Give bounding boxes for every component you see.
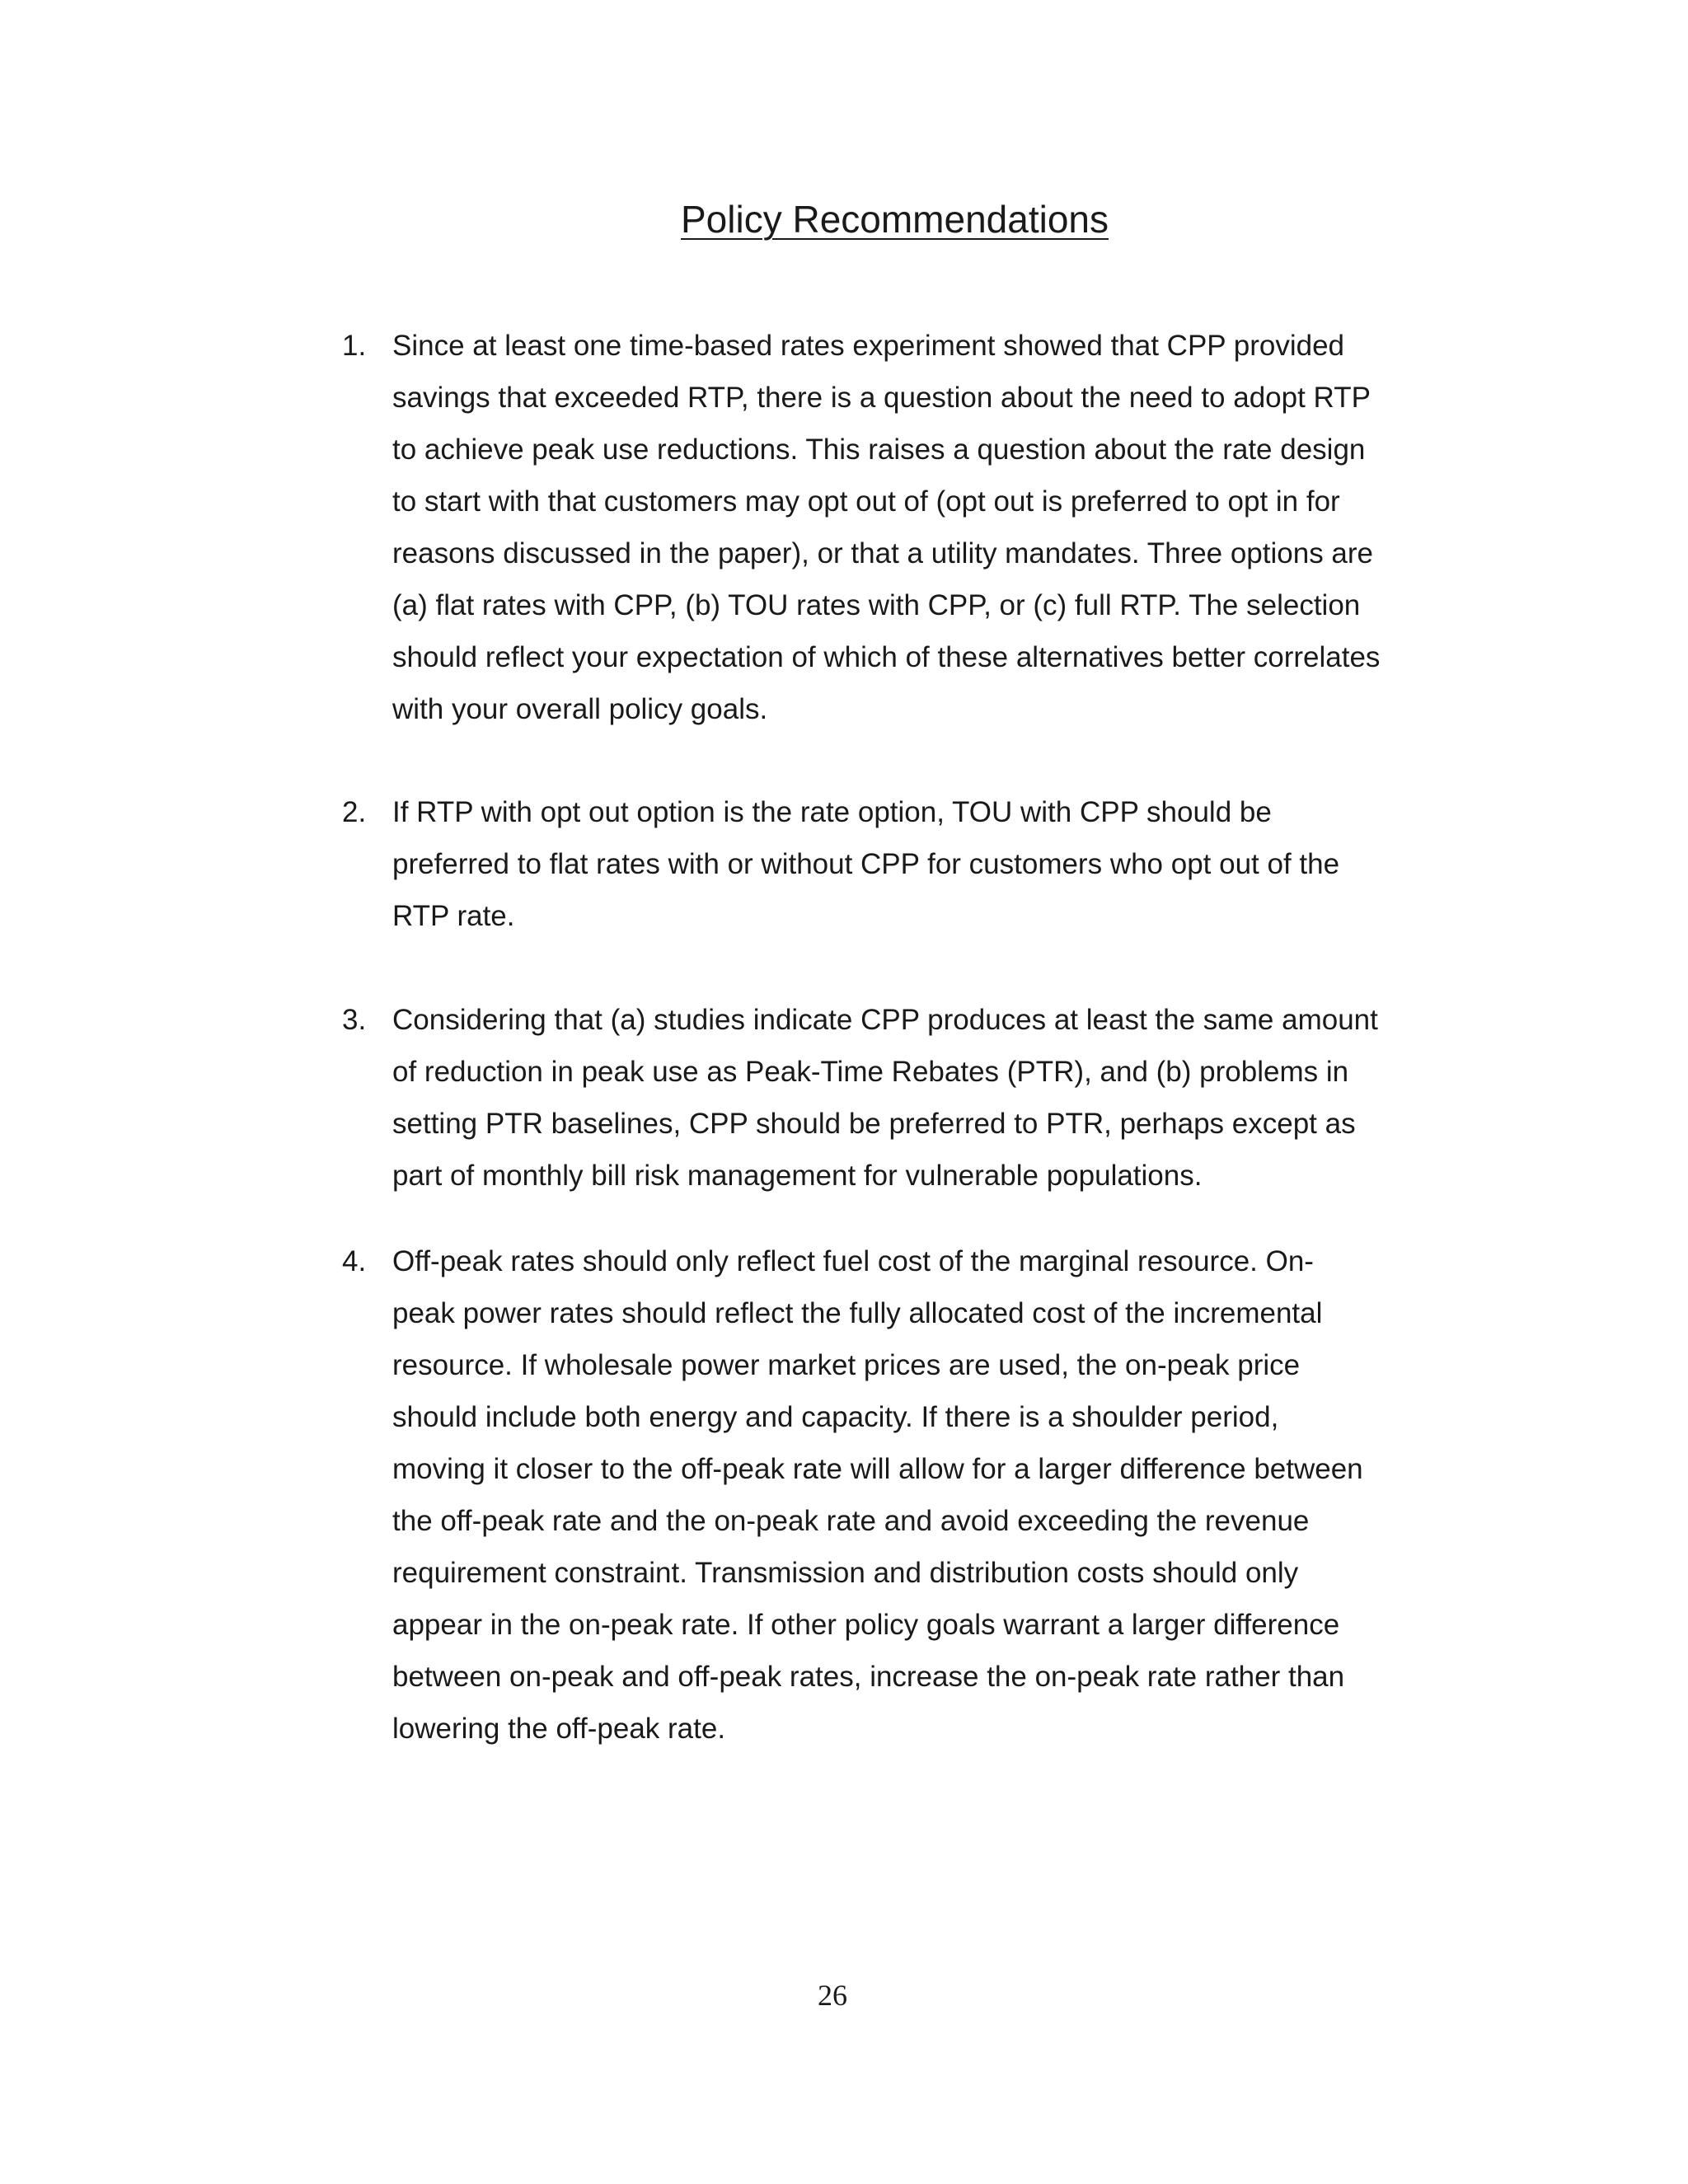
text-line: peak power rates should reflect the fully allocated cost of the incremental (392, 1297, 1323, 1329)
recommendation-item-1 (342, 320, 1430, 735)
item-text (392, 1235, 1431, 1755)
recommendation-item-3 (342, 994, 1430, 1202)
page-number: 26 (818, 1979, 847, 2012)
item-number: 4. (342, 1245, 367, 1277)
text-line: between on-peak and off-peak rates, increase the on-peak rate rather than (392, 1661, 1345, 1693)
item-number: 3. (342, 1004, 367, 1036)
item-number: 1. (342, 330, 367, 362)
text-line: appear in the on-peak rate. If other policy goals warrant a larger difference (392, 1609, 1340, 1641)
text-line: preferred to flat rates with or without CPP for customers who opt out of the (392, 848, 1340, 880)
text-line: RTP rate. (392, 900, 515, 932)
text-line: of reduction in peak use as Peak-Time Rebates (PTR), and (b) problems in (392, 1056, 1349, 1088)
text-line: If RTP with opt out option is the rate option, TOU with CPP should be (392, 796, 1272, 828)
text-line: reasons discussed in the paper), or that a utility mandates. Three options are (392, 537, 1374, 569)
recommendation-item-2 (342, 786, 1430, 942)
text-line: lowering the off-peak rate. (392, 1713, 726, 1745)
item-text (392, 320, 1431, 735)
text-line: Off-peak rates should only reflect fuel cost of the marginal resource. On- (392, 1245, 1314, 1277)
text-line: should reflect your expectation of which of these alternatives better correlates (392, 641, 1381, 673)
item-text (392, 994, 1431, 1202)
page-title: Policy Recommendations (680, 198, 1109, 241)
text-line: should include both energy and capacity. If there is a shoulder period, (392, 1401, 1279, 1433)
text-line: resource. If wholesale power market prices are used, the on-peak price (392, 1349, 1301, 1381)
recommendation-item-4 (342, 1235, 1430, 1755)
text-line: moving it closer to the off-peak rate will allow for a larger difference between (392, 1453, 1363, 1485)
text-line: Considering that (a) studies indicate CPP produces at least the same amount (392, 1004, 1378, 1036)
item-text (392, 786, 1431, 942)
text-line: with your overall policy goals. (392, 693, 768, 725)
text-line: setting PTR baselines, CPP should be preferred to PTR, perhaps except as (392, 1108, 1356, 1140)
item-number: 2. (342, 796, 367, 828)
text-line: to achieve peak use reductions. This raises a question about the rate design (392, 434, 1366, 466)
text-line: part of monthly bill risk management for vulnerable populations. (392, 1160, 1203, 1192)
text-line: to start with that customers may opt out of (opt out is preferred to opt in for (392, 485, 1340, 518)
text-line: savings that exceeded RTP, there is a question about the need to adopt RTP (392, 382, 1371, 414)
text-line: Since at least one time-based rates experiment showed that CPP provided (392, 330, 1344, 362)
text-line: requirement constraint. Transmission and distribution costs should only (392, 1557, 1299, 1589)
text-line: (a) flat rates with CPP, (b) TOU rates with CPP, or (c) full RTP. The selection (392, 589, 1361, 621)
text-line: the off-peak rate and the on-peak rate and avoid exceeding the revenue (392, 1505, 1310, 1537)
